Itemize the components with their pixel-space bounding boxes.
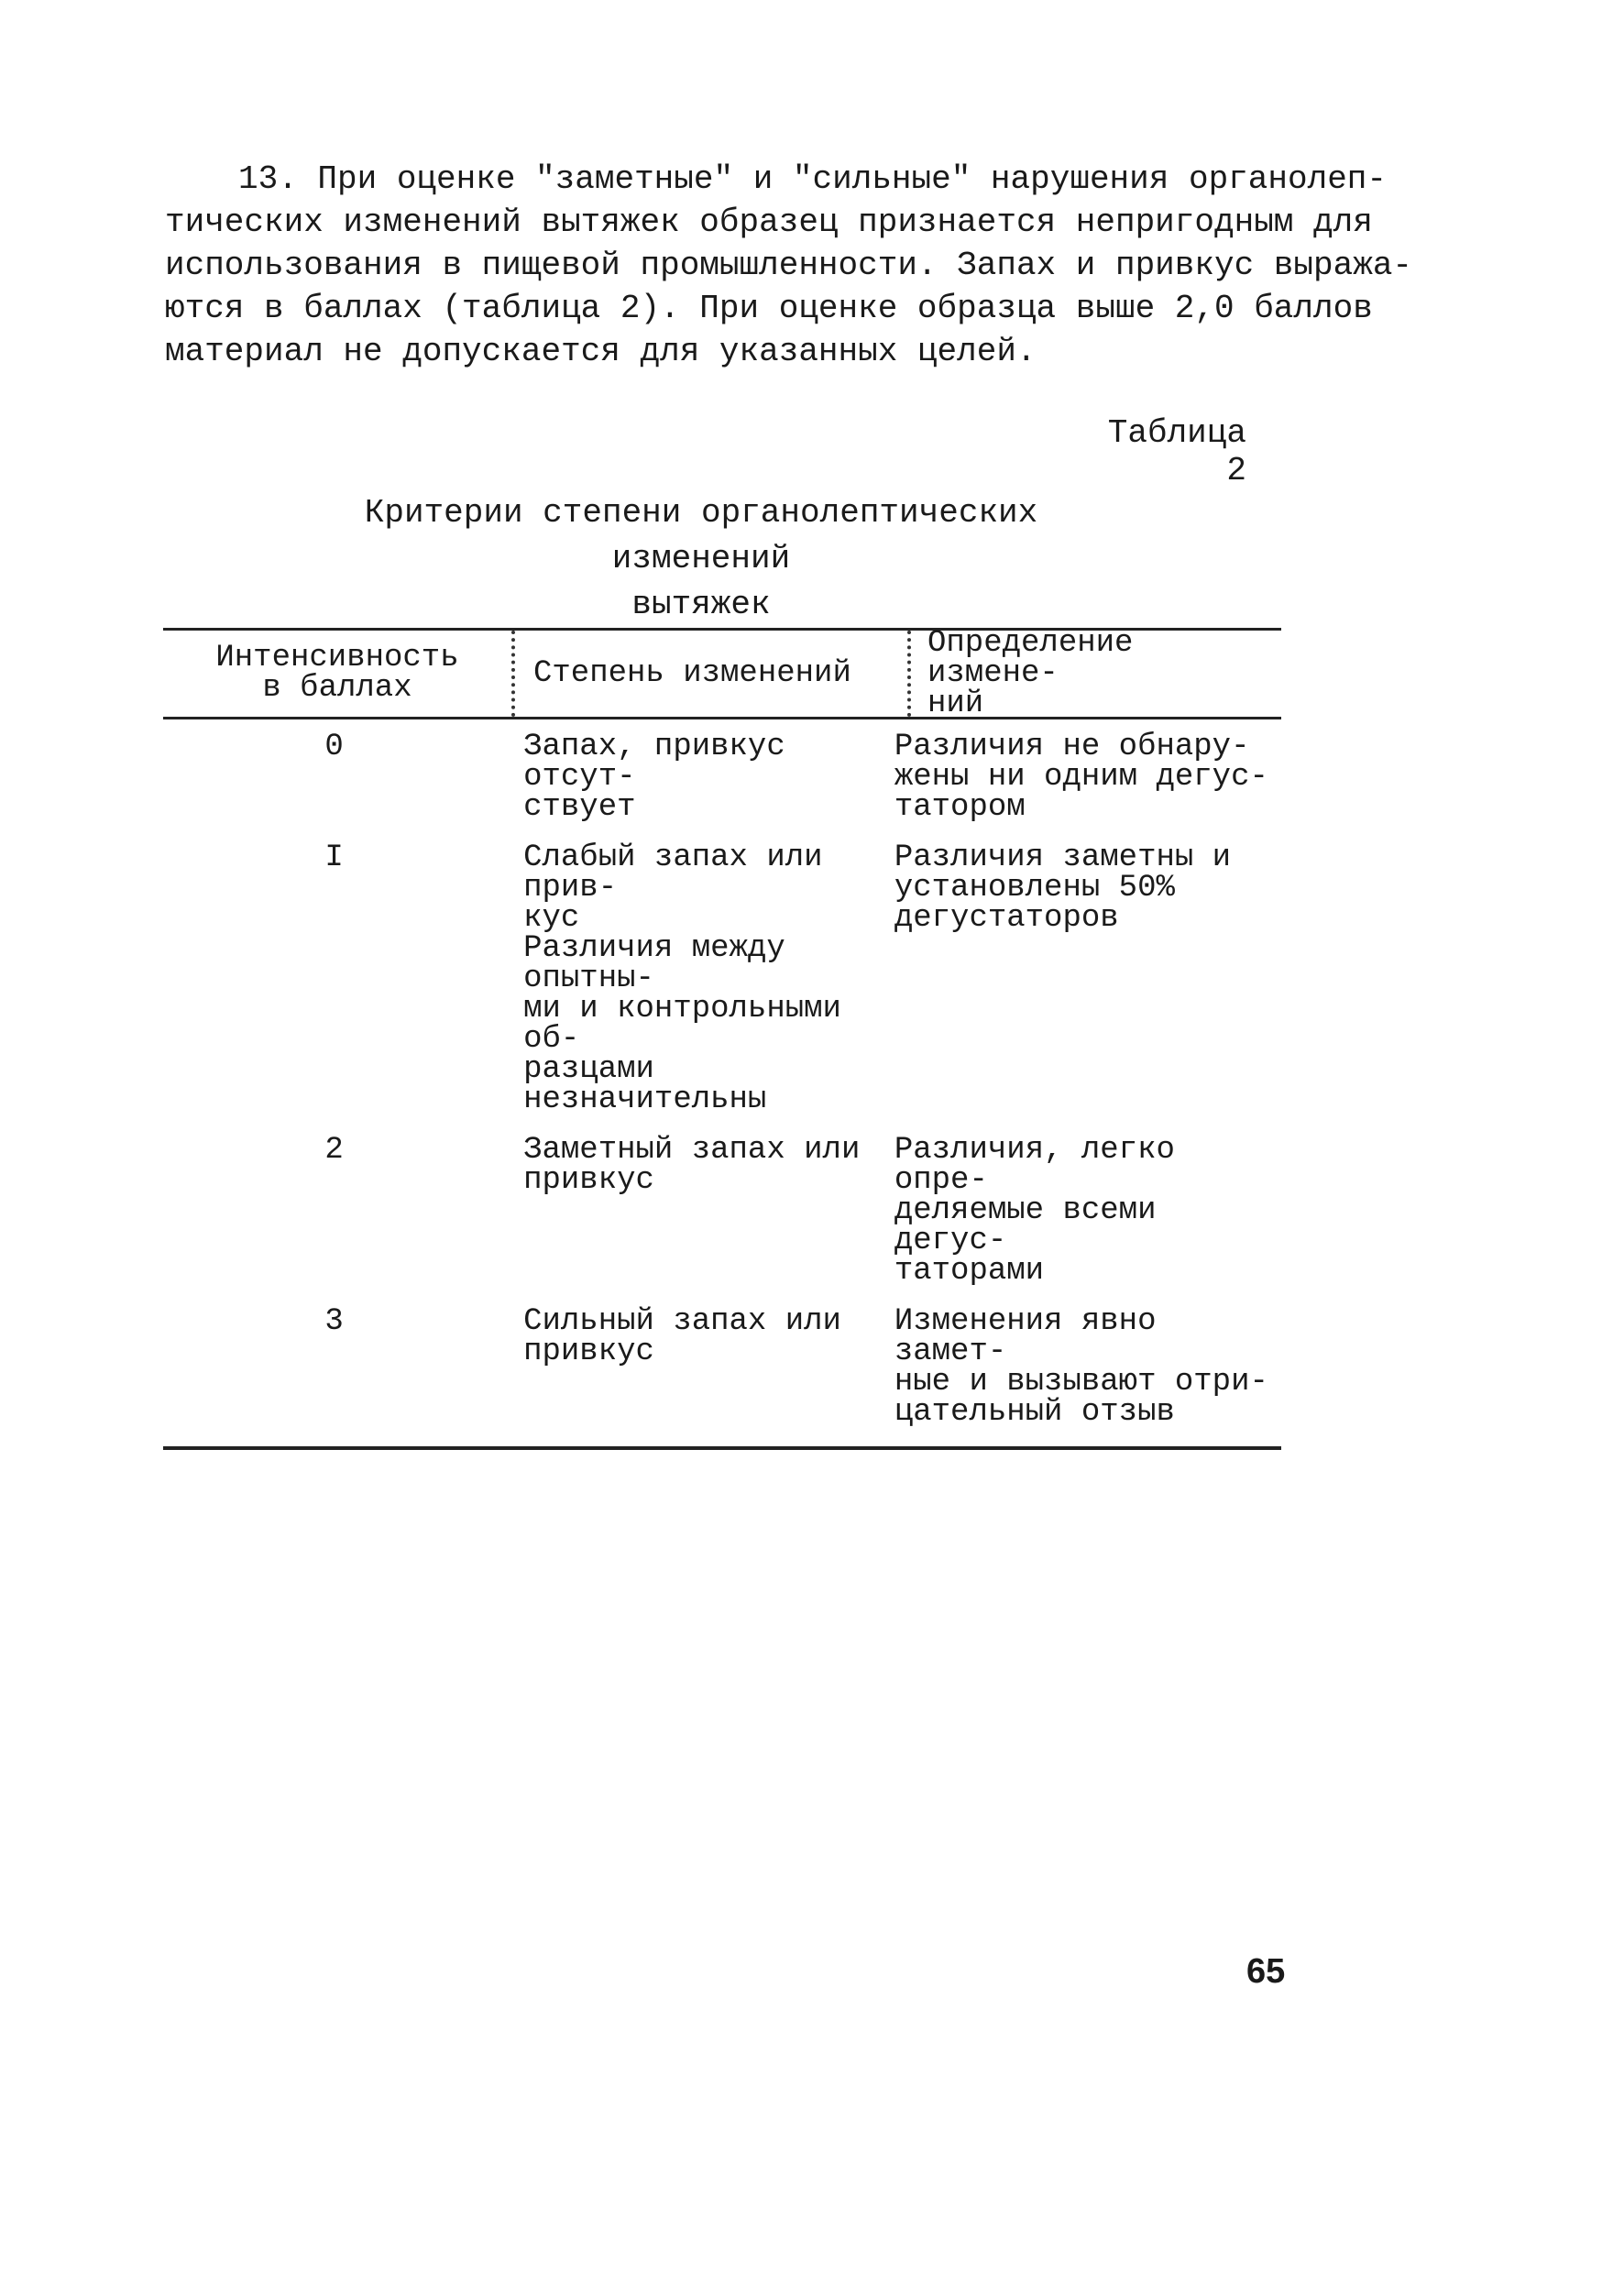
paragraph-line: ются в баллах (таблица 2). При оценке образца выше 2,0 баллов xyxy=(165,290,1373,327)
caption-line: Критерии степени органолептических изменений xyxy=(364,494,1038,577)
cell-definition: Различия не обнару- жены ни одним дегус- татором xyxy=(894,730,1268,825)
criteria-table xyxy=(163,625,1281,1450)
header-degree: Степень изменений xyxy=(511,631,907,717)
table-row xyxy=(163,840,1281,1117)
table-row xyxy=(163,1304,1281,1430)
table-row xyxy=(163,732,1281,823)
table-label: Таблица 2 xyxy=(1107,414,1246,489)
paragraph-line: материал не допускается для указанных целей. xyxy=(165,333,1037,370)
table-bottom-rule xyxy=(163,1446,1281,1450)
cell-degree: Запах, привкус отсут- ствует xyxy=(523,730,785,825)
caption-line: вытяжек xyxy=(631,586,771,623)
cell-score: 0 xyxy=(324,730,344,764)
paragraph-line: 13. При оценке "заметные" и "сильные" нарушения органолеп- xyxy=(238,160,1388,198)
header-intensity: Интенсивность в баллах xyxy=(215,641,459,706)
cell-definition: Различия заметны и установлены 50% дегустаторов xyxy=(894,840,1232,936)
paragraph-line: тических изменений вытяжек образец признается непригодным для xyxy=(165,203,1373,241)
table-caption xyxy=(275,490,1127,628)
cell-score: 3 xyxy=(324,1304,344,1339)
cell-degree: Слабый запах или прив- кус Различия между опытны- ми и контрольными об- разцами незначительны xyxy=(523,840,841,1117)
cell-degree: Заметный запах или привкус xyxy=(523,1133,861,1198)
page-number: 65 xyxy=(1246,1952,1286,1991)
table-header-row xyxy=(163,625,1281,721)
table-row xyxy=(163,1133,1281,1289)
cell-definition: Различия, легко опре- деляемые всеми дегус- таторами xyxy=(894,1133,1175,1289)
cell-definition: Изменения явно замет- ные и вызывают отри- цательный отзыв xyxy=(894,1304,1268,1430)
cell-degree: Сильный запах или привкус xyxy=(523,1304,841,1369)
header-definition: Определение измене- ний xyxy=(907,631,1281,717)
paragraph-line: использования в пищевой промышленности. Запах и привкус выража- xyxy=(165,247,1413,284)
cell-score: 2 xyxy=(324,1133,344,1168)
cell-score: I xyxy=(324,840,344,875)
paragraph-13 xyxy=(165,158,1413,373)
